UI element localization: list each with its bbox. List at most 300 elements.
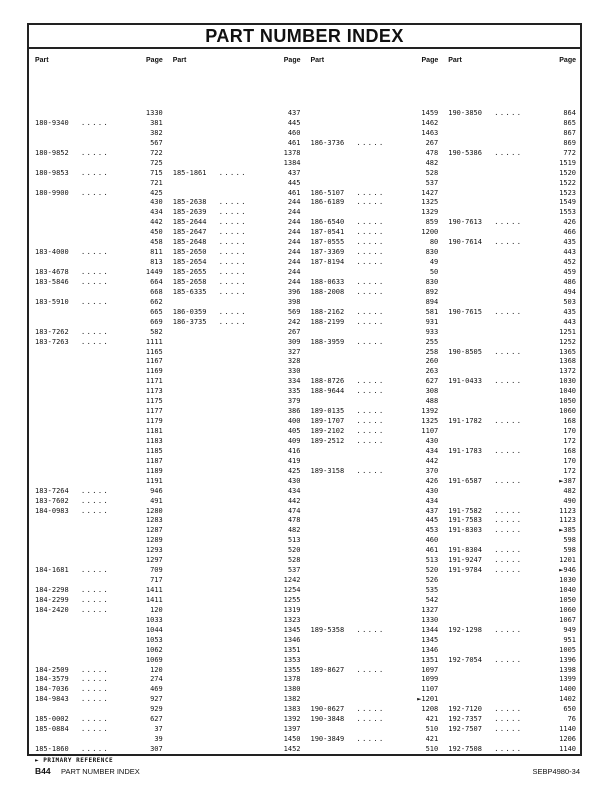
- page-reference: 450: [150, 228, 163, 237]
- page-reference: 442: [425, 456, 439, 465]
- part-number: 186-6540: [310, 218, 345, 227]
- index-entry: [173, 526, 301, 536]
- page-reference: 1519: [559, 158, 576, 167]
- page-reference: 386: [287, 407, 301, 416]
- index-entry: [35, 566, 163, 576]
- page-reference: 1206: [559, 735, 576, 744]
- leader-dots: .....: [81, 506, 110, 515]
- index-entry: [173, 656, 301, 666]
- leader-dots: .....: [494, 446, 523, 455]
- index-entry: [311, 159, 439, 169]
- index-entry: [311, 129, 439, 139]
- leader-dots: .....: [356, 218, 385, 227]
- index-entry: [311, 238, 439, 248]
- page-reference: 669: [150, 317, 163, 326]
- page-reference: 1462: [421, 118, 439, 127]
- page-reference: 370: [425, 466, 439, 475]
- leader-dots: .....: [356, 417, 385, 426]
- page-reference: 168: [563, 417, 576, 426]
- page-reference: 274: [150, 675, 163, 684]
- leader-dots: .....: [494, 417, 523, 426]
- index-entry: [173, 576, 301, 586]
- page-reference: 1427: [421, 188, 439, 197]
- page-reference: 1251: [559, 327, 576, 336]
- index-entry: [448, 705, 576, 715]
- part-number: 183-5846: [35, 277, 69, 286]
- column-header: [448, 57, 576, 67]
- index-entry: [311, 656, 439, 666]
- page-reference: 1355: [283, 665, 301, 674]
- index-entry: [448, 159, 576, 169]
- index-entry: [311, 407, 439, 417]
- page-reference: 379: [287, 397, 301, 406]
- page-reference: 1297: [145, 556, 163, 565]
- leader-dots: .....: [81, 168, 110, 177]
- index-entry: [173, 467, 301, 477]
- index-entry: [311, 169, 439, 179]
- part-number: 185-2655: [172, 268, 207, 276]
- page-reference: 1099: [421, 675, 439, 684]
- index-entry: [35, 675, 163, 685]
- page-reference: 244: [287, 258, 301, 267]
- index-entry: [173, 516, 301, 526]
- part-number: 191-1782: [448, 417, 482, 426]
- page-reference: 244: [287, 238, 301, 247]
- column-header: [173, 57, 301, 67]
- page-reference: 170: [563, 456, 576, 465]
- page-reference: 1107: [421, 685, 439, 694]
- leader-dots: .....: [81, 486, 110, 495]
- page-reference: 1201: [559, 556, 576, 565]
- index-entry: [35, 427, 163, 437]
- index-entry: [448, 387, 576, 397]
- index-entry: [35, 348, 163, 358]
- leader-dots: .....: [81, 566, 110, 575]
- index-entry: [173, 288, 301, 298]
- page-reference: 1050: [559, 595, 576, 604]
- page-header: Page: [421, 57, 439, 64]
- index-entry: [448, 477, 576, 487]
- page-reference: 1177: [145, 407, 163, 416]
- index-entry: [173, 238, 301, 248]
- index-entry: [35, 238, 163, 248]
- index-entry: [173, 308, 301, 318]
- index-entry: [173, 149, 301, 159]
- index-entry: [173, 377, 301, 387]
- index-entry: [448, 576, 576, 586]
- index-entry: [448, 397, 576, 407]
- page-reference: 725: [150, 158, 163, 167]
- index-entry: [311, 705, 439, 715]
- part-number: 190-7614: [448, 238, 482, 247]
- page-reference: 1325: [421, 417, 439, 426]
- part-number: 192-7507: [448, 725, 482, 734]
- page-reference: 1411: [145, 586, 163, 594]
- leader-dots: .....: [81, 148, 110, 157]
- index-entry: [311, 735, 439, 745]
- page-reference: 929: [150, 705, 163, 714]
- index-entry: [448, 646, 576, 656]
- page-reference: 717: [150, 576, 163, 585]
- part-number: 185-2647: [172, 228, 207, 237]
- page-reference: 1553: [559, 208, 576, 217]
- index-entry: [448, 447, 576, 457]
- page-reference: 1351: [421, 655, 439, 664]
- index-rows: [311, 109, 439, 755]
- index-entry: [35, 467, 163, 477]
- page-reference: 396: [287, 287, 301, 296]
- page-reference: 510: [425, 745, 439, 753]
- index-entry: [311, 258, 439, 268]
- index-entry: [311, 556, 439, 566]
- index-entry: [35, 705, 163, 715]
- page-reference: 813: [150, 258, 163, 267]
- page-reference: 520: [287, 546, 301, 555]
- page-reference: 267: [287, 327, 301, 336]
- part-number: 185-2648: [172, 238, 207, 247]
- part-number: 191-0433: [448, 377, 482, 386]
- index-entry: [311, 497, 439, 507]
- index-entry: [173, 735, 301, 745]
- leader-dots: .....: [81, 496, 110, 505]
- page-reference: 170: [563, 427, 576, 435]
- index-entry: [173, 477, 301, 487]
- index-entry: [35, 556, 163, 566]
- index-entry: [311, 208, 439, 218]
- index-entry: [173, 328, 301, 338]
- page-reference: 1323: [283, 615, 301, 624]
- page-reference: 664: [150, 277, 163, 286]
- index-entry: [448, 119, 576, 129]
- page-reference: 490: [563, 496, 576, 505]
- page-reference: 503: [563, 297, 576, 306]
- index-entry: [35, 129, 163, 139]
- page-reference: 1040: [559, 586, 576, 594]
- page-reference: 1319: [283, 605, 301, 614]
- page-reference: 168: [563, 446, 576, 455]
- page-reference: 466: [563, 228, 576, 237]
- leader-dots: .....: [81, 118, 110, 127]
- index-entry: [35, 119, 163, 129]
- page-header: Page: [283, 57, 301, 64]
- page-reference: 76: [567, 715, 576, 724]
- page-reference: 869: [563, 138, 576, 147]
- index-entry: [173, 348, 301, 358]
- leader-dots: .....: [81, 277, 110, 286]
- page-reference: 461: [287, 188, 301, 197]
- page-reference: 430: [287, 476, 301, 485]
- page-reference: 430: [425, 486, 439, 495]
- page-reference: 244: [287, 218, 301, 227]
- index-entry: [448, 735, 576, 745]
- page-reference: 442: [150, 218, 163, 227]
- page-reference: 1107: [421, 427, 439, 435]
- part-number: 191-9784: [448, 566, 482, 575]
- index-entry: [311, 666, 439, 676]
- index-entry: [173, 278, 301, 288]
- page-reference: 1384: [283, 158, 301, 167]
- page-reference: 419: [287, 456, 301, 465]
- page-reference: 1372: [559, 367, 576, 376]
- page-reference: 267: [425, 138, 439, 147]
- page-reference: 1242: [283, 576, 301, 585]
- page-reference: 1200: [421, 228, 439, 237]
- leader-dots: .....: [81, 297, 110, 306]
- leader-dots: .....: [356, 317, 385, 326]
- index-entry: [448, 417, 576, 427]
- part-number: 188-0633: [310, 277, 345, 286]
- leader-dots: .....: [218, 168, 247, 177]
- index-entry: [173, 636, 301, 646]
- leader-dots: .....: [494, 218, 523, 227]
- index-entry: [173, 228, 301, 238]
- index-entry: [448, 348, 576, 358]
- page-reference: 482: [425, 158, 439, 167]
- index-entry: [311, 536, 439, 546]
- index-entry: [448, 546, 576, 556]
- page-reference: 567: [150, 138, 163, 147]
- page-reference: 537: [287, 566, 301, 575]
- index-entry: [173, 119, 301, 129]
- index-entry: [35, 636, 163, 646]
- part-number: 180-9852: [35, 148, 69, 157]
- index-entry: [35, 586, 163, 596]
- part-number: 189-1707: [310, 417, 345, 426]
- index-entry: [311, 576, 439, 586]
- page-reference: 445: [287, 178, 301, 187]
- index-column-1: [29, 49, 167, 754]
- part-header: Part: [448, 57, 462, 64]
- page-reference: 709: [150, 566, 163, 575]
- index-entry: [311, 417, 439, 427]
- page-reference: 430: [425, 436, 439, 445]
- index-entry: [448, 328, 576, 338]
- index-entry: [173, 109, 301, 119]
- page-reference: 1123: [559, 516, 576, 525]
- index-entry: [448, 437, 576, 447]
- page-reference: 260: [425, 357, 439, 366]
- leader-dots: .....: [494, 238, 523, 247]
- leader-dots: .....: [81, 695, 110, 704]
- page-reference: 1330: [145, 109, 163, 117]
- leader-dots: .....: [81, 665, 110, 674]
- index-entry: [311, 348, 439, 358]
- index-entry: [448, 457, 576, 467]
- index-entry: [448, 268, 576, 278]
- index-entry: [311, 119, 439, 129]
- page-reference: 458: [150, 238, 163, 247]
- page-reference: 426: [425, 476, 439, 485]
- index-entry: [448, 218, 576, 228]
- part-header: Part: [172, 57, 187, 64]
- part-number: 190-7613: [448, 218, 482, 227]
- index-entry: [173, 298, 301, 308]
- index-entry: [35, 328, 163, 338]
- page-reference: 442: [287, 496, 301, 505]
- index-entry: [311, 477, 439, 487]
- part-number: 186-6189: [310, 198, 345, 207]
- page-reference: 335: [287, 387, 301, 396]
- index-entry: [35, 159, 163, 169]
- index-entry: [448, 616, 576, 626]
- index-entry: [311, 447, 439, 457]
- part-number: 190-5386: [448, 148, 482, 157]
- page-reference: 308: [425, 387, 439, 396]
- index-entry: [311, 149, 439, 159]
- page-reference: 528: [287, 556, 301, 565]
- index-entry: [173, 566, 301, 576]
- leader-dots: .....: [494, 526, 523, 535]
- part-number: 191-8304: [448, 546, 482, 555]
- page-reference: 830: [425, 248, 439, 257]
- leader-dots: .....: [218, 198, 247, 207]
- index-entry: [173, 626, 301, 636]
- index-entry: [35, 516, 163, 526]
- page-reference: 37: [154, 725, 163, 734]
- page-reference: 416: [287, 446, 301, 455]
- index-entry: [311, 189, 439, 199]
- page-reference: 927: [150, 695, 163, 704]
- index-entry: [173, 695, 301, 705]
- page-reference: 435: [563, 307, 576, 316]
- index-entry: [448, 427, 576, 437]
- page-reference: 452: [563, 258, 576, 267]
- index-entry: [173, 427, 301, 437]
- part-number: 187-3369: [310, 248, 345, 257]
- index-entry: [35, 109, 163, 119]
- part-number: 185-1860: [35, 745, 69, 753]
- page-reference: 1344: [421, 625, 439, 634]
- part-number: 191-8303: [448, 526, 482, 535]
- page-reference: 859: [425, 218, 439, 227]
- index-entry: [173, 338, 301, 348]
- page-reference: 892: [425, 287, 439, 296]
- index-entry: [311, 278, 439, 288]
- index-entry: [173, 497, 301, 507]
- leader-dots: .....: [356, 228, 385, 237]
- index-entry: [35, 626, 163, 636]
- leader-dots: .....: [81, 337, 110, 346]
- page-reference: 120: [150, 665, 163, 674]
- page-reference: 1345: [421, 635, 439, 644]
- page-reference: 244: [287, 228, 301, 237]
- page-reference: 721: [150, 178, 163, 187]
- page-reference: 1033: [145, 615, 163, 624]
- page-reference: 244: [287, 277, 301, 286]
- page-reference: 1069: [145, 655, 163, 664]
- page-reference: ►946: [559, 566, 576, 575]
- leader-dots: .....: [81, 327, 110, 336]
- index-entry: [311, 685, 439, 695]
- index-entry: [311, 457, 439, 467]
- leader-dots: .....: [81, 725, 110, 734]
- index-entry: [35, 487, 163, 497]
- page-reference: 1522: [559, 178, 576, 187]
- part-number: 189-3158: [310, 466, 345, 475]
- page-reference: 494: [563, 287, 576, 296]
- index-entry: [173, 675, 301, 685]
- page-reference: 398: [287, 297, 301, 306]
- page-reference: 1287: [145, 526, 163, 535]
- page-reference: 445: [287, 118, 301, 127]
- leader-dots: .....: [81, 188, 110, 197]
- index-entry: [448, 288, 576, 298]
- page-reference: 1382: [283, 695, 301, 704]
- page-reference: 581: [425, 307, 439, 316]
- leader-dots: .....: [81, 675, 110, 684]
- part-number: 185-0002: [35, 715, 69, 724]
- index-entry: [448, 526, 576, 536]
- leader-dots: .....: [356, 287, 385, 296]
- leader-dots: .....: [81, 715, 110, 724]
- leader-dots: .....: [218, 218, 247, 227]
- index-entry: [173, 198, 301, 208]
- index-entry: [35, 387, 163, 397]
- index-entry: [173, 397, 301, 407]
- page-reference: 460: [425, 536, 439, 545]
- part-number: 184-0983: [35, 506, 69, 515]
- part-number: 190-8505: [448, 347, 482, 356]
- leader-dots: .....: [494, 546, 523, 555]
- page-reference: 474: [287, 506, 301, 515]
- index-entry: [448, 566, 576, 576]
- part-number: 183-7602: [35, 496, 69, 505]
- part-number: 192-1298: [448, 625, 482, 634]
- index-entry: [448, 198, 576, 208]
- index-entry: [311, 397, 439, 407]
- page-reference: 1452: [283, 745, 301, 753]
- part-number: 188-3959: [310, 337, 345, 346]
- index-entry: [35, 278, 163, 288]
- index-entry: [173, 268, 301, 278]
- part-number: 184-9843: [35, 695, 69, 704]
- index-entry: [311, 626, 439, 636]
- page-reference: 1208: [421, 705, 439, 714]
- page-reference: 1165: [145, 347, 163, 356]
- leader-dots: .....: [356, 665, 385, 674]
- page-reference: 1030: [559, 377, 576, 386]
- page-reference: 1325: [421, 198, 439, 207]
- page-reference: 598: [563, 546, 576, 555]
- index-entry: [448, 675, 576, 685]
- page-reference: 1254: [283, 586, 301, 594]
- index-frame: [27, 23, 582, 756]
- page-reference: 244: [287, 208, 301, 217]
- page-reference: 430: [150, 198, 163, 207]
- index-entry: [35, 536, 163, 546]
- index-entry: [448, 695, 576, 705]
- index-entry: [448, 149, 576, 159]
- page-reference: 491: [150, 496, 163, 505]
- footer-section-title: PART NUMBER INDEX: [61, 767, 140, 776]
- page-reference: 459: [563, 268, 576, 276]
- page-reference: 528: [425, 168, 439, 177]
- leader-dots: .....: [356, 715, 385, 724]
- title-bar: [29, 25, 580, 49]
- index-entry: [35, 218, 163, 228]
- index-entry: [173, 129, 301, 139]
- part-number: 188-2199: [310, 317, 345, 326]
- part-number: 185-2639: [172, 208, 207, 217]
- page-reference: 1044: [145, 625, 163, 634]
- index-entry: [448, 109, 576, 119]
- index-entry: [35, 357, 163, 367]
- page-reference: 1060: [559, 407, 576, 416]
- page-reference: 244: [287, 248, 301, 257]
- leader-dots: .....: [81, 268, 110, 276]
- page-header: Page: [146, 57, 163, 64]
- page-reference: 1252: [559, 337, 576, 346]
